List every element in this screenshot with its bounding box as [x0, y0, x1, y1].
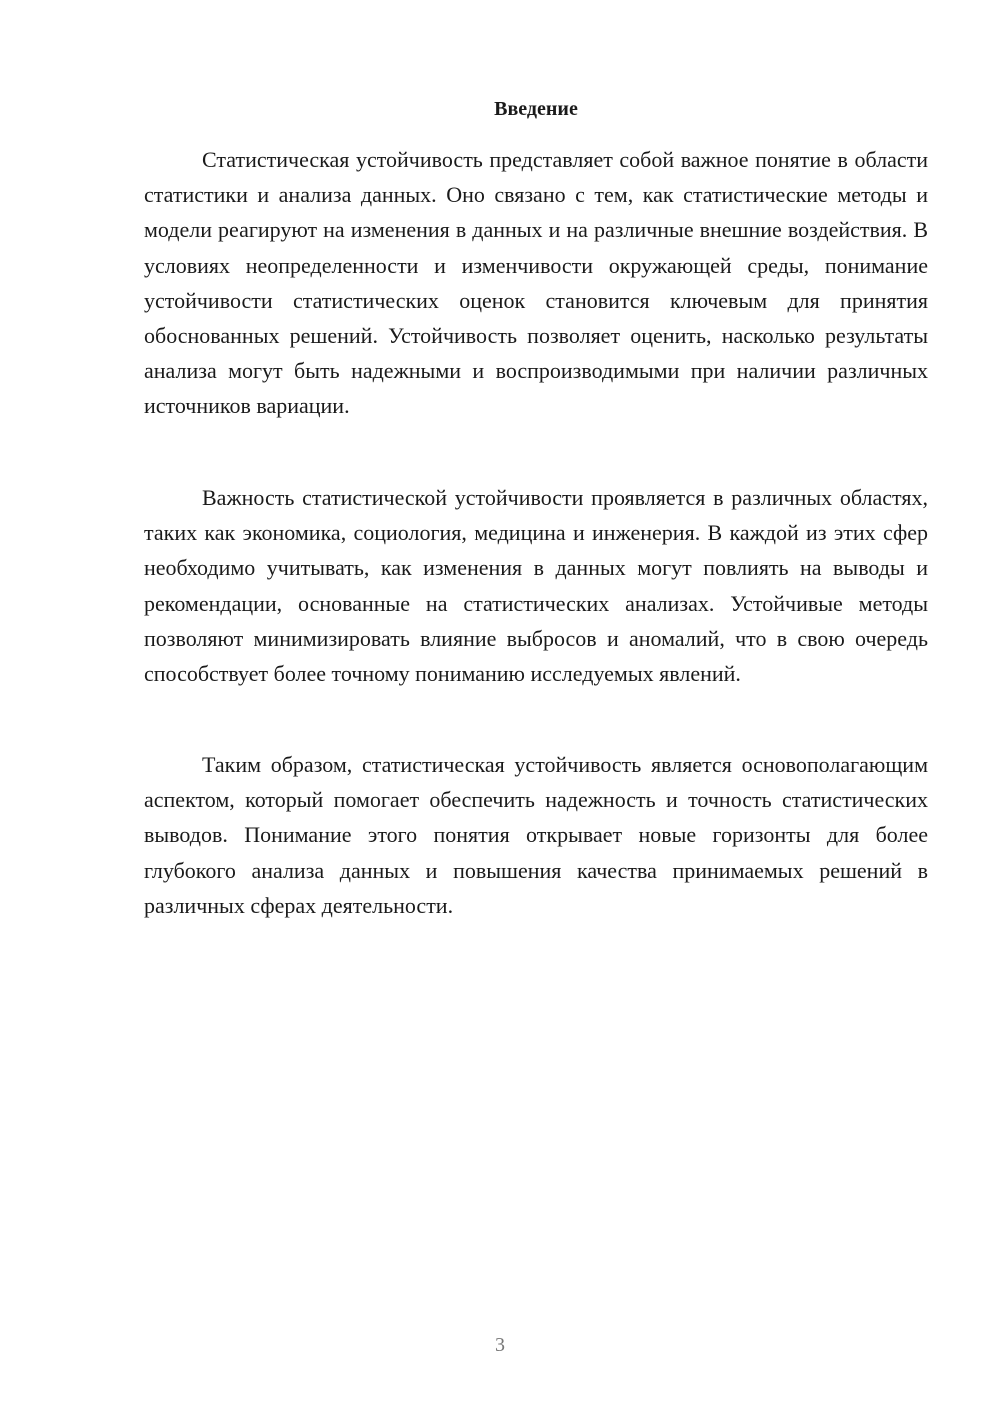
page-number: 3	[495, 1334, 505, 1356]
paragraph-2: Важность статистической устойчивости проявляется в различных областях, таких как экономика, социология, медицина и инженерия. В каждой из этих сфер необходимо учитывать, как изменения в данных могут повлиять на выводы и рекомендации, основанные на статистических анализах. Устойчивые методы позволяют минимизировать влияние выбросов и аномалий, что в свою очередь способствует более точному пониманию исследуемых явлений.	[144, 485, 928, 687]
paragraph-3: Таким образом, статистическая устойчивость является основополагающим аспектом, который помогает обеспечить надежность и точность статистических выводов. Понимание этого понятия открывает новые горизонты для более глубокого анализа данных и повышения качества принимаемых решений в различных сферах деятельности.	[144, 752, 928, 918]
section-title: Введение	[494, 98, 578, 120]
paragraph-1: Статистическая устойчивость представляет собой важное понятие в области статистики и анализа данных. Оно связано с тем, как статистические методы и модели реагируют на изменения в данных и на различные внешние воздействия. В условиях неопределенности и изменчивости окружающей среды, понимание устойчивости статистических оценок становится ключевым для принятия обоснованных решений. Устойчивость позволяет оценить, насколько результаты анализа могут быть надежными и воспроизводимыми при наличии различных источников вариации.	[144, 147, 928, 419]
